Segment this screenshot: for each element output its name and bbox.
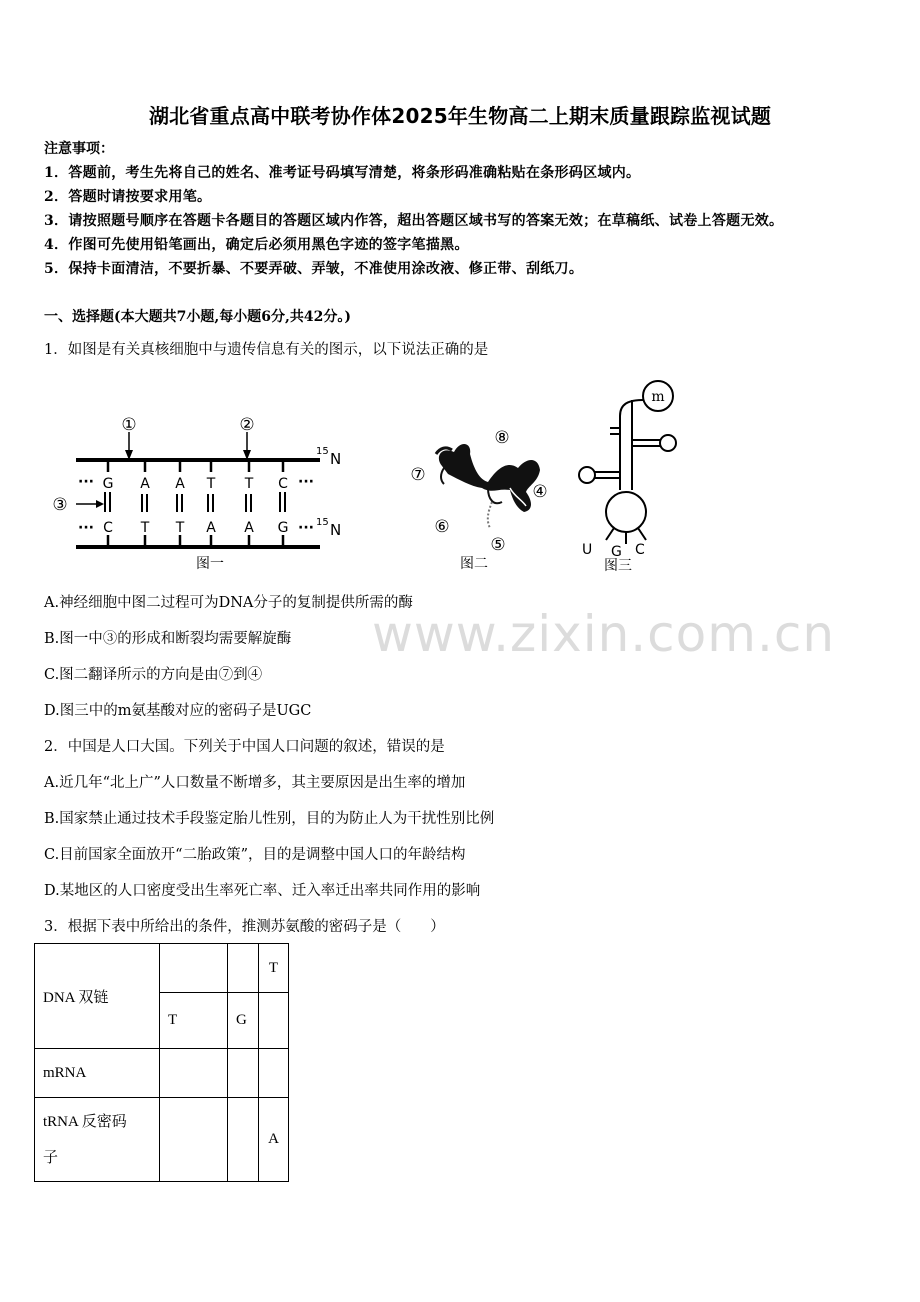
label-4: ④ <box>532 482 548 502</box>
figure-1-caption: 图一 <box>196 556 224 572</box>
table-cell <box>228 1049 259 1098</box>
watermark: www.zixin.com.cn <box>372 605 836 663</box>
label-2: ② <box>239 415 255 435</box>
n15-letter: N <box>330 521 342 539</box>
dna-bottom-base: T <box>140 520 150 536</box>
notice-item: 2．答题时请按要求用笔。 <box>44 189 212 205</box>
figure-1-dna <box>52 415 341 572</box>
notice-item: 4．作图可先使用铅笔画出，确定后必须用黑色字迹的签字笔描黑。 <box>44 237 469 253</box>
notice-heading: 注意事项： <box>44 141 114 157</box>
label-1: ① <box>121 415 137 435</box>
trna-c: A <box>259 1098 289 1182</box>
q1-option-d: D.图三中的m氨基酸对应的密码子是UGC <box>44 703 312 719</box>
dna-top-base: T <box>244 476 254 492</box>
section-heading: 一、选择题(本大题共7小题,每小题6分,共42分。) <box>44 309 351 325</box>
dna-dots: ··· <box>78 474 94 490</box>
notice-item: 1．答题前，考生先将自己的姓名、准考证号码填写清楚，将条形码准确粘贴在条形码区域内。 <box>44 165 641 181</box>
table-cell <box>160 1049 228 1098</box>
trna-base-u: U <box>582 542 593 558</box>
dna-top-base: A <box>140 476 150 492</box>
page-title: 湖北省重点高中联考协作体2025年生物高二上期末质量跟踪监视试题 <box>148 104 772 128</box>
table-cell <box>259 1049 289 1098</box>
trna-base-g: G <box>611 544 622 560</box>
row-mrna-label: mRNA <box>35 1049 160 1098</box>
q1-option-c: C.图二翻译所示的方向是由⑦到④ <box>44 667 263 683</box>
notice-item: 5．保持卡面清洁，不要折暴、不要弄破、弄皱，不准使用涂改液、修正带、刮纸刀。 <box>44 261 584 277</box>
table-cell <box>259 993 289 1049</box>
table-cell <box>160 1098 228 1182</box>
dna-top-c: T <box>259 944 289 993</box>
dna-dots: ··· <box>298 474 314 490</box>
trna-base-c: C <box>635 542 645 558</box>
dna-bottom-a: T <box>160 993 228 1049</box>
n15-superscript: 15 <box>316 517 329 528</box>
question-1-stem: 1．如图是有关真核细胞中与遗传信息有关的图示，以下说法正确的是 <box>44 342 489 358</box>
row-trna-label-line2: 子 <box>43 1149 59 1166</box>
dna-bottom-base: A <box>244 520 254 536</box>
dna-dots: ··· <box>298 520 314 536</box>
figure-3-caption: 图三 <box>604 558 632 574</box>
table-cell <box>228 1098 259 1182</box>
label-3: ③ <box>52 495 68 515</box>
table-cell <box>160 944 228 993</box>
dna-bottom-base: A <box>206 520 216 536</box>
question-3-stem: 3．根据下表中所给出的条件，推测苏氨酸的密码子是（ ） <box>44 919 445 935</box>
question-2-stem: 2．中国是人口大国。下列关于中国人口问题的叙述，错误的是 <box>44 739 445 755</box>
dna-bottom-base: G <box>277 520 289 536</box>
figure-3-trna <box>579 381 676 544</box>
codon-table <box>34 943 289 1182</box>
row-trna-label-line1: tRNA 反密码 <box>43 1113 127 1130</box>
q2-option-d: D.某地区的人口密度受出生率死亡率、迁入率迁出率共同作用的影响 <box>44 883 481 899</box>
label-8: ⑧ <box>494 428 510 448</box>
table-cell <box>228 944 259 993</box>
figure-2-caption: 图二 <box>460 556 488 572</box>
label-5: ⑤ <box>490 535 506 555</box>
dna-bottom-b: G <box>228 993 259 1049</box>
dna-top-base: A <box>175 476 185 492</box>
figure-2-translation <box>410 428 547 572</box>
label-7: ⑦ <box>410 465 426 485</box>
dna-top-base: T <box>206 476 216 492</box>
n15-letter: N <box>330 450 342 468</box>
q1-option-b: B.图一中③的形成和断裂均需要解旋酶 <box>44 631 292 647</box>
q1-figures <box>40 370 680 582</box>
q2-option-b: B.国家禁止通过技术手段鉴定胎儿性别，目的为防止人为干扰性别比例 <box>44 811 495 827</box>
row-trna-label <box>35 1098 160 1182</box>
dna-bottom-base: T <box>175 520 185 536</box>
dna-bottom-base: C <box>103 520 113 536</box>
label-6: ⑥ <box>434 517 450 537</box>
n15-superscript: 15 <box>316 446 329 457</box>
dna-top-base: C <box>278 476 288 492</box>
q1-option-a: A.神经细胞中图二过程可为DNA分子的复制提供所需的酶 <box>44 595 413 611</box>
row-dna-label: DNA 双链 <box>35 944 160 1049</box>
trna-amino-acid-m: m <box>651 389 665 405</box>
notice-item: 3．请按照题号顺序在答题卡各题目的答题区域内作答，超出答题区域书写的答案无效；在草稿纸、试卷上答题无效。 <box>44 213 784 229</box>
figure-3-text <box>582 389 665 574</box>
q2-option-c: C.目前国家全面放开“二胎政策”，目的是调整中国人口的年龄结构 <box>44 847 466 863</box>
dna-dots: ··· <box>78 520 94 536</box>
dna-top-base: G <box>102 476 114 492</box>
q2-option-a: A.近几年“北上广”人口数量不断增多，其主要原因是出生率的增加 <box>44 775 466 791</box>
